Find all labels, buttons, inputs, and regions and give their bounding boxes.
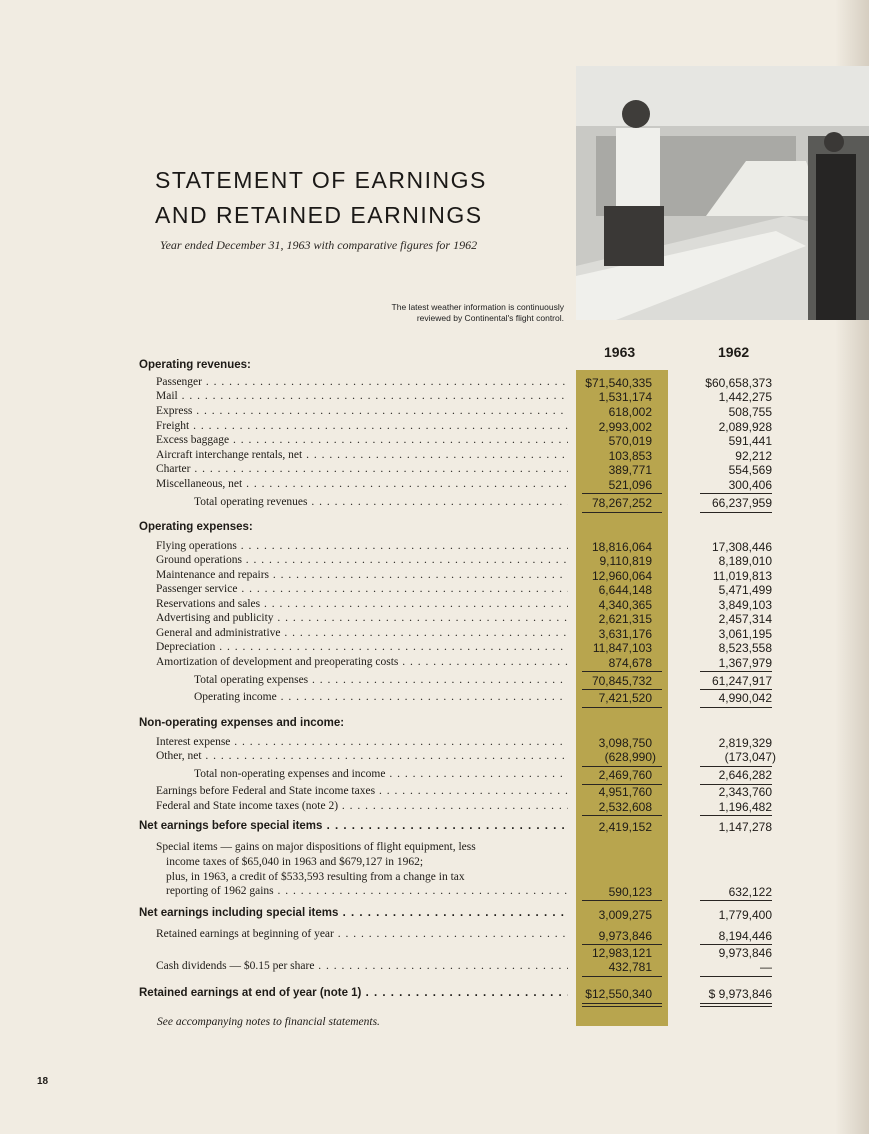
row-label-amortization: Amortization of development and preoperating costs . . .: [156, 656, 568, 668]
value-1963-advertising-publicity: 2,621,315: [598, 612, 652, 626]
value-1962-general-administrative: 3,061,195: [718, 627, 772, 641]
rule-taxes-1963: [582, 815, 662, 816]
title-line-2: AND RETAINED EARNINGS: [155, 202, 483, 228]
rule-expenses-1963: [582, 671, 662, 672]
value-1962-maintenance-repairs: 11,019,813: [712, 569, 772, 583]
caption-line-2: reviewed by Continental's flight control.: [416, 313, 564, 323]
value-1963-charter: 389,771: [608, 463, 652, 477]
value-1962-passenger: $60,658,373: [705, 376, 772, 390]
rule-revenues-1962: [700, 493, 772, 494]
rule-special-1962: [700, 900, 772, 901]
value-1963-depreciation: 11,847,103: [592, 641, 652, 655]
rule-operating-income-1962: [700, 707, 772, 708]
row-label-other-net: Other, net . . .: [156, 750, 568, 762]
value-1963-total-operating-revenues: 78,267,252: [591, 496, 652, 510]
row-label-interest-expense: Interest expense . . .: [156, 736, 568, 748]
column-header-1963: 1963: [604, 344, 636, 360]
value-1962-aircraft-interchange: 92,212: [735, 449, 772, 463]
value-1962-total-operating-revenues: 66,237,959: [711, 496, 772, 510]
row-label-income-taxes: Federal and State income taxes (note 2) . . .: [156, 800, 568, 812]
value-1963-total-operating-expenses: 70,845,732: [591, 674, 652, 688]
value-1962-amortization: 1,367,979: [718, 656, 772, 670]
page-number: 18: [37, 1076, 49, 1087]
value-1963-passenger: $71,540,335: [585, 376, 652, 390]
row-label-passenger-service: Passenger service . . .: [156, 583, 568, 595]
rule-dividends-1962: [700, 976, 772, 977]
value-1962-special-items: 632,122: [728, 885, 772, 899]
value-1963-operating-income: 7,421,520: [598, 691, 652, 705]
row-label-advertising-publicity: Advertising and publicity . . .: [156, 612, 568, 624]
value-1963-amortization: 874,678: [608, 656, 652, 670]
rule-operating-income-1963: [582, 707, 662, 708]
value-1962-flying-operations: 17,308,446: [711, 540, 772, 554]
rule-taxes-1962: [700, 815, 772, 816]
value-1963-retained-end: $12,550,340: [585, 987, 652, 1001]
row-label-freight: Freight . . .: [156, 420, 568, 432]
rule-end-1963-a: [582, 1003, 662, 1004]
page-subtitle: Year ended December 31, 1963 with comparative figures for 1962: [160, 238, 478, 252]
row-label-net-before-special: Net earnings before special items . . .: [139, 820, 568, 832]
special-items-line-1: Special items — gains on major dispositions of flight equipment, less: [156, 841, 476, 853]
value-1962-freight: 2,089,928: [718, 420, 772, 434]
row-label-total-operating-revenues: Total operating revenues . . .: [194, 496, 568, 508]
value-1963-express: 618,002: [608, 405, 652, 419]
row-label-retained-beginning: Retained earnings at beginning of year . . .: [156, 928, 568, 940]
rule-dividends-1963: [582, 976, 662, 977]
rule-retained-1962: [700, 944, 772, 945]
value-1962-ground-operations: 8,189,010: [718, 554, 772, 568]
title-line-1: STATEMENT OF EARNINGS: [155, 167, 487, 193]
column-header-1962: 1962: [718, 344, 750, 360]
row-label-maintenance-repairs: Maintenance and repairs . . .: [156, 569, 568, 581]
flight-control-photo: [576, 66, 869, 320]
rule-total-revenues-1963: [582, 512, 662, 513]
value-1962-charter: 554,569: [728, 463, 772, 477]
rule-total-expenses-1962: [700, 689, 772, 690]
value-1963-cash-dividends: 432,781: [608, 960, 652, 974]
value-1963-net-including-special: 3,009,275: [598, 908, 652, 922]
value-1963-earnings-before-tax: 4,951,760: [598, 785, 652, 799]
rule-revenues-1963: [582, 493, 662, 494]
caption-line-1: The latest weather information is continuously: [391, 302, 564, 312]
value-1963-passenger-service: 6,644,148: [598, 583, 652, 597]
value-1962-total-non-operating: 2,646,282: [718, 768, 772, 782]
rule-end-1962-a: [700, 1003, 772, 1004]
row-label-flying-operations: Flying operations . . .: [156, 540, 568, 552]
rule-retained-1963: [582, 944, 662, 945]
value-1963-retained-subtotal: 12,983,121: [591, 946, 652, 960]
row-label-total-operating-expenses: Total operating expenses . . .: [194, 674, 568, 686]
value-1963-other-net: (628,990): [604, 750, 656, 764]
value-1963-miscellaneous: 521,096: [608, 478, 652, 492]
row-label-general-administrative: General and administrative . . .: [156, 627, 568, 639]
footnote: See accompanying notes to financial statements.: [157, 1016, 380, 1028]
value-1962-other-net: (173,047): [724, 750, 776, 764]
value-1962-total-operating-expenses: 61,247,917: [711, 674, 772, 688]
section-heading-operating-revenues: Operating revenues:: [139, 359, 251, 371]
row-label-mail: Mail . . .: [156, 390, 568, 402]
value-1962-net-before-special: 1,147,278: [718, 820, 772, 834]
row-label-total-non-operating: Total non-operating expenses and income . . .: [194, 768, 568, 780]
value-1962-advertising-publicity: 2,457,314: [718, 612, 772, 626]
value-1963-interest-expense: 3,098,750: [598, 736, 652, 750]
value-1962-depreciation: 8,523,558: [718, 641, 772, 655]
rule-total-revenues-1962: [700, 512, 772, 513]
value-1962-retained-beginning: 8,194,446: [718, 929, 772, 943]
row-label-cash-dividends: Cash dividends — $0.15 per share . . .: [156, 960, 568, 972]
rule-end-1962-b: [700, 1006, 772, 1007]
value-1963-reservations-sales: 4,340,365: [598, 598, 652, 612]
rule-nonop-1962: [700, 766, 772, 767]
rule-end-1963-b: [582, 1006, 662, 1007]
value-1963-retained-beginning: 9,973,846: [598, 929, 652, 943]
row-label-charter: Charter . . .: [156, 463, 568, 475]
value-1962-operating-income: 4,990,042: [718, 691, 772, 705]
row-label-operating-income: Operating income . . .: [194, 691, 568, 703]
special-items-line-4: reporting of 1962 gains . . .: [166, 885, 568, 897]
value-1963-freight: 2,993,002: [598, 420, 652, 434]
value-1963-excess-baggage: 570,019: [608, 434, 652, 448]
row-label-retained-end: Retained earnings at end of year (note 1) . . .: [139, 987, 568, 999]
section-heading-non-operating: Non-operating expenses and income:: [139, 717, 345, 729]
row-label-ground-operations: Ground operations . . .: [156, 554, 568, 566]
row-label-passenger: Passenger . . .: [156, 376, 568, 388]
row-label-express: Express . . .: [156, 405, 568, 417]
special-items-line-2: income taxes of $65,040 in 1963 and $679,127 in 1962;: [166, 856, 424, 868]
value-1962-cash-dividends: —: [760, 960, 772, 974]
value-1962-earnings-before-tax: 2,343,760: [718, 785, 772, 799]
section-heading-operating-expenses: Operating expenses:: [139, 521, 253, 533]
rule-nonop-1963: [582, 766, 662, 767]
value-1962-mail: 1,442,275: [718, 390, 772, 404]
rule-special-1963: [582, 900, 662, 901]
value-1962-income-taxes: 1,196,482: [718, 800, 772, 814]
special-items-line-3: plus, in 1963, a credit of $533,593 resulting from a change in tax: [166, 871, 465, 883]
value-1963-total-non-operating: 2,469,760: [598, 768, 652, 782]
value-1962-interest-expense: 2,819,329: [718, 736, 772, 750]
photo-illustration: [576, 66, 869, 320]
row-label-miscellaneous: Miscellaneous, net . . .: [156, 478, 568, 490]
rule-total-expenses-1963: [582, 689, 662, 690]
value-1963-mail: 1,531,174: [598, 390, 652, 404]
row-label-excess-baggage: Excess baggage . . .: [156, 434, 568, 446]
value-1963-special-items: 590,123: [608, 885, 652, 899]
special-items-description: [156, 840, 476, 885]
value-1962-retained-end: $ 9,973,846: [708, 987, 772, 1001]
value-1963-ground-operations: 9,110,819: [599, 554, 652, 568]
value-1962-reservations-sales: 3,849,103: [718, 598, 772, 612]
value-1962-express: 508,755: [728, 405, 772, 419]
row-label-earnings-before-tax: Earnings before Federal and State income taxes . . .: [156, 785, 568, 797]
value-1963-flying-operations: 18,816,064: [591, 540, 652, 554]
value-1963-maintenance-repairs: 12,960,064: [591, 569, 652, 583]
value-1962-miscellaneous: 300,406: [728, 478, 772, 492]
value-1963-general-administrative: 3,631,176: [598, 627, 652, 641]
value-1963-aircraft-interchange: 103,853: [608, 449, 652, 463]
row-label-aircraft-interchange: Aircraft interchange rentals, net . . .: [156, 449, 568, 461]
value-1962-net-including-special: 1,779,400: [718, 908, 772, 922]
row-label-reservations-sales: Reservations and sales . . .: [156, 598, 568, 610]
value-1962-passenger-service: 5,471,499: [718, 583, 772, 597]
rule-expenses-1962: [700, 671, 772, 672]
value-1963-net-before-special: 2,419,152: [598, 820, 652, 834]
row-label-net-including-special: Net earnings including special items . . .: [139, 907, 568, 919]
value-1962-retained-subtotal: 9,973,846: [718, 946, 772, 960]
page-title: [155, 163, 487, 233]
value-1963-income-taxes: 2,532,608: [598, 800, 652, 814]
value-1962-excess-baggage: 591,441: [728, 434, 772, 448]
row-label-depreciation: Depreciation . . .: [156, 641, 568, 653]
photo-caption: [300, 302, 564, 324]
